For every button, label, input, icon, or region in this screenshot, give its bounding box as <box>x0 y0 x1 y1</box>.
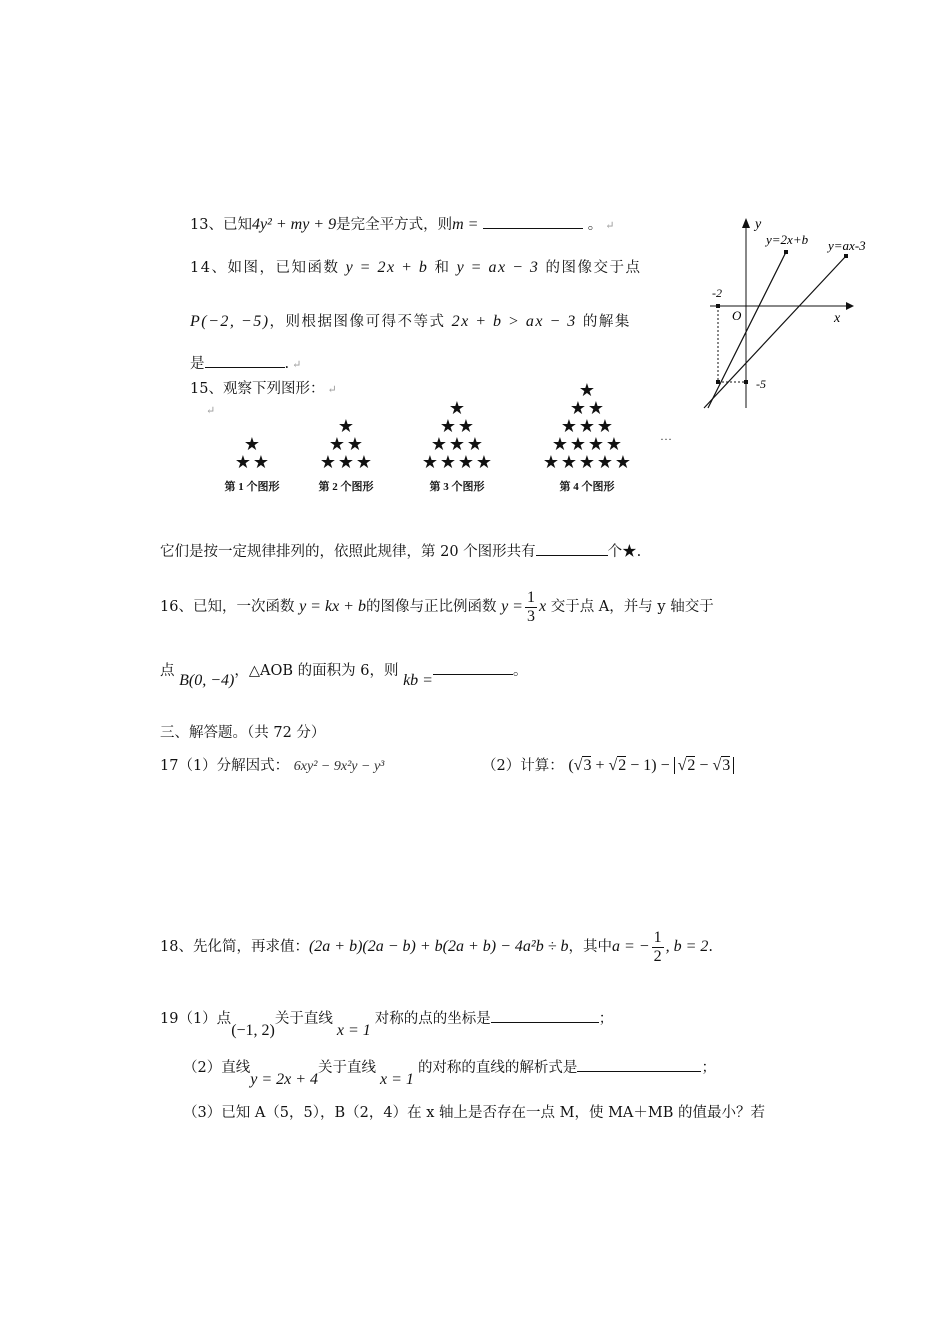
q15-answer-blank[interactable] <box>536 541 608 556</box>
q14-line1-suffix: 的图像交于点 <box>545 260 642 276</box>
q16-f2-var: x <box>538 598 547 615</box>
star-icon: ★ <box>337 452 355 472</box>
q19-p1-point: (−1, 2) <box>231 1022 275 1039</box>
q18-expression: (2a + b)(2a − b) + b(2a + b) − 4a²b ÷ b <box>308 938 569 955</box>
star-icon: ★ <box>252 452 270 472</box>
star-icon: ★ <box>234 452 252 472</box>
x-axis-arrow-icon <box>846 302 854 310</box>
q16-point-b: B(0, −4) <box>179 672 235 689</box>
minus-sign: − <box>695 757 713 774</box>
star-icon: ★ <box>475 452 493 472</box>
q14-and: 和 <box>434 260 451 276</box>
star-icon: ★ <box>578 452 596 472</box>
figure-caption: 第 4 个图形 <box>559 481 615 493</box>
q14-answer-blank[interactable] <box>205 353 285 368</box>
star-icon: ★ <box>355 452 373 472</box>
q16-answer-blank[interactable] <box>433 660 513 675</box>
star-icon: ★ <box>439 452 457 472</box>
question-17-part-1 <box>160 756 384 777</box>
question-16-line-2 <box>160 660 528 689</box>
line-y-ax-minus-3 <box>704 256 846 408</box>
q16-suffix: 交于点 A，并与 y 轴交于 <box>550 599 714 615</box>
q13-variable: m = <box>452 216 479 233</box>
tick-y-label: -5 <box>756 377 766 391</box>
absolute-value: √2 − √3 <box>674 757 735 774</box>
origin-label: O <box>732 308 742 323</box>
q19-p1-line: x = 1 <box>336 1022 371 1039</box>
q18-b-value: , b = 2 <box>665 938 709 955</box>
q14-line2-mid: ，则根据图像可得不等式 <box>269 314 446 330</box>
question-14-line-2 <box>190 312 631 332</box>
star-icon: ★ <box>614 452 632 472</box>
q16-line2-prefix: 点 <box>160 663 175 679</box>
q19-p2-mid: 关于直线 <box>318 1060 377 1076</box>
star-icon: ★ <box>587 434 605 454</box>
paren-open: ( <box>568 757 574 774</box>
line-end-marker <box>784 250 788 254</box>
q18-prefix: 18、先化简，再求值： <box>160 939 309 955</box>
star-icon: ★ <box>328 434 346 454</box>
q16-mid: 的图像与正比例函数 <box>365 599 497 615</box>
return-mark-icon: ↵ <box>605 219 615 232</box>
fraction-numerator: 1 <box>653 928 662 946</box>
q16-fraction <box>525 589 537 626</box>
q16-tail: 。 <box>512 663 528 679</box>
star-icon: ★ <box>560 416 578 436</box>
question-18 <box>160 928 713 966</box>
fraction-denominator: 3 <box>526 607 535 625</box>
point-marker <box>716 304 720 308</box>
ellipsis: … <box>660 429 672 443</box>
point-marker <box>744 380 748 384</box>
star-icon: ★ <box>319 452 337 472</box>
q14-point-p: P(−2, −5) <box>190 313 270 330</box>
star-icon: ★ <box>569 434 587 454</box>
figure-caption: 第 2 个图形 <box>318 481 374 493</box>
q16-f2-lhs: y = <box>501 598 523 615</box>
sqrt-2: 2 <box>687 757 696 774</box>
star-icon: ★ <box>596 452 614 472</box>
question-19-part-3: （3）已知 A（5，5），B（2，4）在 x 轴上是否存在一点 M，使 MA＋MB 的值最小？若 <box>183 1105 766 1121</box>
sqrt-2: 2 <box>618 757 627 774</box>
figure-caption: 第 1 个图形 <box>224 481 280 493</box>
question-17-part-2 <box>482 756 734 776</box>
q15-conclusion <box>160 541 641 562</box>
q19-p1-tail: ； <box>598 1011 614 1027</box>
star-icon: ★ <box>430 434 448 454</box>
q19-p1-suffix: 对称的点的坐标是 <box>374 1011 491 1027</box>
x-axis-label: x <box>834 311 841 326</box>
q19-p2-line: x = 1 <box>380 1071 414 1088</box>
q18-tail: . <box>708 939 713 955</box>
line-end-marker <box>844 254 848 258</box>
star-icon: ★ <box>578 380 596 400</box>
fraction-numerator: 1 <box>526 588 535 606</box>
q13-prefix: 13、已知 <box>190 217 252 233</box>
q15-conclusion-prefix: 它们是按一定规律排列的，依照此规律，第 20 个图形共有 <box>160 544 536 560</box>
q16-prefix: 16、已知，一次函数 <box>160 599 295 615</box>
q19-p2-answer-blank[interactable] <box>577 1057 701 1072</box>
star-icon: ★ <box>439 416 457 436</box>
star-icon: ★ <box>466 434 484 454</box>
fraction-denominator: 2 <box>653 947 662 965</box>
question-19-part-2 <box>183 1057 716 1088</box>
return-mark-icon: ↵ <box>206 404 216 417</box>
star-icon: ★ <box>457 416 475 436</box>
q14-prefix: 14、如图，已知函数 <box>190 260 340 276</box>
q19-p1-answer-blank[interactable] <box>491 1008 599 1023</box>
q15-title: 15、观察下列图形： <box>190 381 325 397</box>
line-1-label: y=2x+b <box>766 232 809 247</box>
star-icon: ★ <box>457 452 475 472</box>
y-axis-arrow-icon <box>742 218 750 228</box>
star-icon: ★ <box>448 434 466 454</box>
q18-fraction <box>652 929 664 966</box>
sqrt-3: 3 <box>722 757 731 774</box>
q16-function-1: y = kx + b <box>299 598 366 615</box>
q19-p2-function: y = 2x + 4 <box>250 1071 319 1088</box>
line-y-2x-plus-b <box>708 252 786 408</box>
plus-sign: + <box>591 757 609 774</box>
q13-tail: 。 <box>587 217 603 233</box>
star-icon: ★ <box>448 398 466 418</box>
q18-a-lhs: a = − <box>611 938 650 955</box>
q14-line2-suffix: 的解集 <box>582 314 631 330</box>
q16-kb: kb = <box>403 672 433 689</box>
star-icon: ★ <box>596 416 614 436</box>
star-icon: ★ <box>569 398 587 418</box>
q14-line3-suffix: . <box>284 356 290 372</box>
q16-line2-mid: ，△AOB 的面积为 6，则 <box>234 663 399 679</box>
figure-caption: 第 3 个图形 <box>429 481 485 493</box>
sqrt-3: 3 <box>583 757 592 774</box>
star-icon: ★ <box>551 434 569 454</box>
q19-p2-suffix: 的对称的直线的解析式是 <box>417 1060 578 1076</box>
q19-p1-label: 19（1）点 <box>160 1011 232 1027</box>
q17-part1-label: 17（1）分解因式： <box>160 758 290 774</box>
tick-x-label: -2 <box>712 286 722 300</box>
question-16-line-1 <box>160 588 714 626</box>
q15-conclusion-suffix: 个★. <box>607 544 642 560</box>
star-icon: ★ <box>605 434 623 454</box>
star-icon: ★ <box>243 434 261 454</box>
question-13 <box>190 214 614 236</box>
q17-part1-expression: 6xy² − 9x²y − y³ <box>293 759 385 774</box>
y-axis-label: y <box>755 217 762 232</box>
q14-line3-prefix: 是 <box>190 356 205 372</box>
star-icon: ★ <box>542 452 560 472</box>
q13-mid: 是完全平方式，则 <box>336 217 453 233</box>
star-icon: ★ <box>346 434 364 454</box>
q14-function-2: y = ax − 3 <box>456 259 540 276</box>
question-14-line-1 <box>190 258 641 278</box>
section-3-title: 三、解答题。（共 72 分） <box>160 725 326 741</box>
function-graph <box>690 212 890 412</box>
return-mark-icon: ↵ <box>292 358 302 371</box>
q18-mid: ，其中 <box>568 939 612 955</box>
minus-one: − 1) − <box>626 757 674 774</box>
q14-inequality: 2x + b > ax − 3 <box>451 313 577 330</box>
star-icon: ★ <box>337 416 355 436</box>
q19-p1-mid: 关于直线 <box>274 1011 333 1027</box>
q19-p2-tail: ； <box>701 1060 716 1076</box>
q14-function-1: y = 2x + b <box>345 259 429 276</box>
star-icon: ★ <box>578 416 596 436</box>
q13-answer-blank[interactable] <box>483 214 583 229</box>
line-2-label: y=ax-3 <box>828 238 866 253</box>
question-19-part-1 <box>160 1008 614 1039</box>
star-icon: ★ <box>421 452 439 472</box>
q17-part2-label: （2）计算： <box>482 758 564 774</box>
question-14-line-3 <box>190 353 301 375</box>
q19-p2-label: （2）直线 <box>183 1060 251 1076</box>
star-icon: ★ <box>587 398 605 418</box>
q17-part2-expression: (√3 + √2 − 1) − √2 − √3 <box>568 756 734 774</box>
return-mark-icon: ↵ <box>327 383 337 396</box>
point-marker <box>716 380 720 384</box>
q13-expression: 4y² + my + 9 <box>251 216 337 233</box>
star-icon: ★ <box>560 452 578 472</box>
